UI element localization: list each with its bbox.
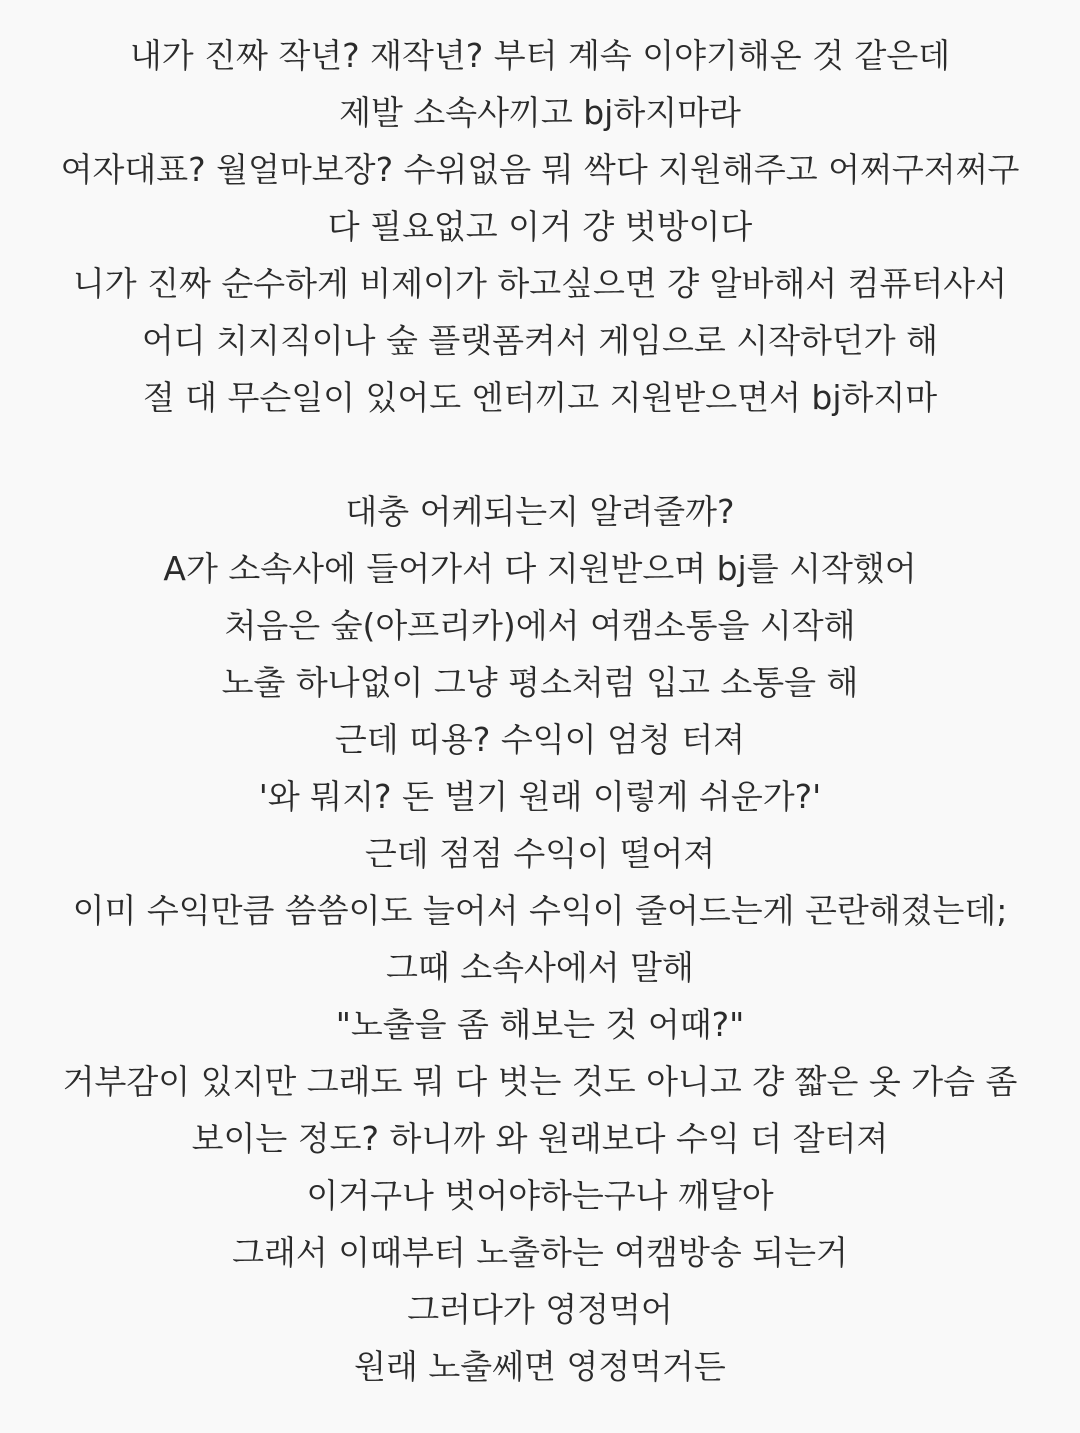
text-line: 제발 소속사끼고 bj하지마라 [339, 93, 741, 132]
text-line: 이거구나 벗어야하는구나 깨달아 [306, 1176, 774, 1215]
text-line: 그때 소속사에서 말해 [386, 948, 694, 987]
text-line: 보이는 정도? 하니까 와 원래보다 수익 더 잘터져 [191, 1119, 889, 1158]
text-line: 이미 수익만큼 씀씀이도 늘어서 수익이 줄어드는게 곤란해졌는데; [72, 891, 1008, 930]
text-line: "노출을 좀 해보는 것 어때?" [335, 1005, 745, 1044]
text-line: 어디 치지직이나 숲 플랫폼켜서 게임으로 시작하던가 해 [141, 321, 939, 360]
paragraph-warning [0, 27, 1080, 426]
text-line: '와 뭐지? 돈 벌기 원래 이렇게 쉬운가?' [258, 777, 822, 816]
text-line: 노출 하나없이 그냥 평소처럼 입고 소통을 해 [221, 663, 859, 702]
text-line: 그러다가 영정먹어 [407, 1290, 673, 1329]
text-line: 원래 노출쎄면 영정먹거든 [354, 1347, 726, 1386]
document-body [0, 27, 1080, 1395]
text-line: 니가 진짜 순수하게 비제이가 하고싶으면 걍 알바해서 컴퓨터사서 [72, 264, 1008, 303]
text-line: 여자대표? 월얼마보장? 수위없음 뭐 싹다 지원해주고 어쩌구저쩌구 [60, 150, 1020, 189]
text-line: 거부감이 있지만 그래도 뭐 다 벗는 것도 아니고 걍 짧은 옷 가슴 좀 [62, 1062, 1018, 1101]
text-line: A가 소속사에 들어가서 다 지원받으며 bj를 시작했어 [163, 549, 917, 588]
text-line: 대충 어케되는지 알려줄까? [345, 492, 735, 531]
text-line: 절 대 무슨일이 있어도 엔터끼고 지원받으면서 bj하지마 [142, 378, 938, 417]
paragraph-story [0, 483, 1080, 1395]
text-line: 근데 점점 수익이 떨어져 [364, 834, 716, 873]
text-line: 다 필요없고 이거 걍 벗방이다 [327, 207, 753, 246]
text-line: 내가 진짜 작년? 재작년? 부터 계속 이야기해온 것 같은데 [129, 36, 951, 75]
text-line: 그래서 이때부터 노출하는 여캠방송 되는거 [232, 1233, 848, 1272]
text-line: 근데 띠용? 수익이 엄청 터져 [334, 720, 746, 759]
text-line: 처음은 숲(아프리카)에서 여캠소통을 시작해 [224, 606, 856, 645]
